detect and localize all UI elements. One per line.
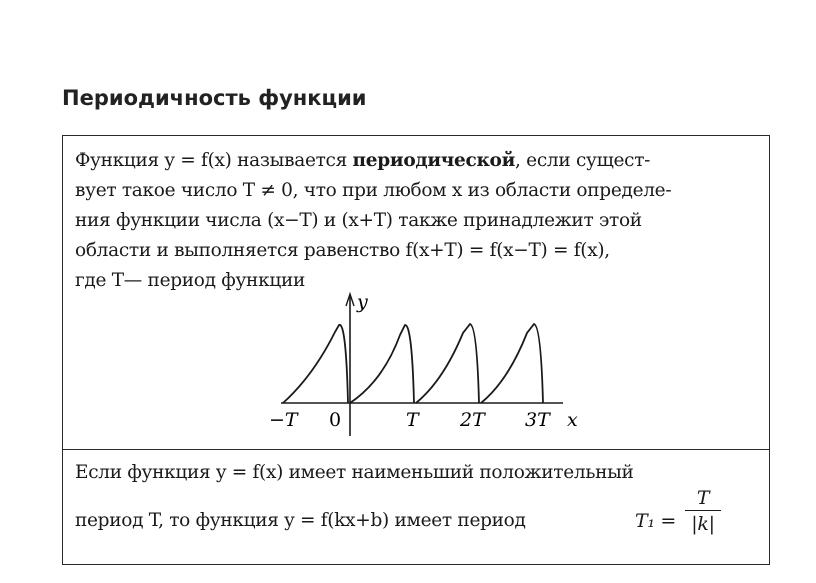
curve-period-minus-1 — [283, 325, 348, 403]
curve-period-1 — [416, 324, 479, 403]
tick-label-2t: 2T — [460, 409, 485, 431]
rule-line-2: период T, то функция y = f(kx+b) имеет период — [75, 510, 526, 531]
y-axis-label: y — [357, 291, 368, 313]
definition-term: периодической — [352, 150, 516, 171]
rule-period-symbol: T₁ = — [635, 510, 677, 532]
definition-line-1-start: Функция y = f(x) называется — [75, 150, 353, 171]
tick-label-zero: 0 — [329, 409, 342, 431]
rule-line-1: Если функция y = f(x) имеет наименьший положительный — [75, 462, 634, 483]
tick-label-t: T — [406, 409, 419, 431]
tick-label-3t: 3T — [525, 409, 550, 431]
definition-line-2: вует такое число T ≠ 0, что при любом x из области определе- — [75, 180, 672, 201]
definition-box — [62, 135, 770, 565]
period-fraction — [685, 486, 721, 537]
definition-line-3: ния функции числа (x−T) и (x+T) также принадлежит этой — [75, 210, 642, 231]
curve-period-2 — [481, 324, 543, 403]
tick-label-minus-t: −T — [269, 409, 298, 431]
definition-line-5: где T— период функции — [75, 270, 306, 291]
section-divider — [63, 449, 769, 450]
definition-line-4: области и выполняется равенство f(x+T) = f(x−T) = f(x), — [75, 240, 610, 261]
x-axis-label: x — [567, 409, 578, 431]
periodic-function-graph — [63, 136, 769, 449]
function-curve — [283, 324, 543, 403]
curve-period-0 — [350, 325, 414, 403]
definition-line-1-end: , если сущест- — [515, 150, 651, 171]
page-title: Периодичность функции — [62, 86, 367, 110]
fraction-numerator: T — [685, 486, 721, 511]
fraction-denominator: |k| — [691, 513, 715, 535]
